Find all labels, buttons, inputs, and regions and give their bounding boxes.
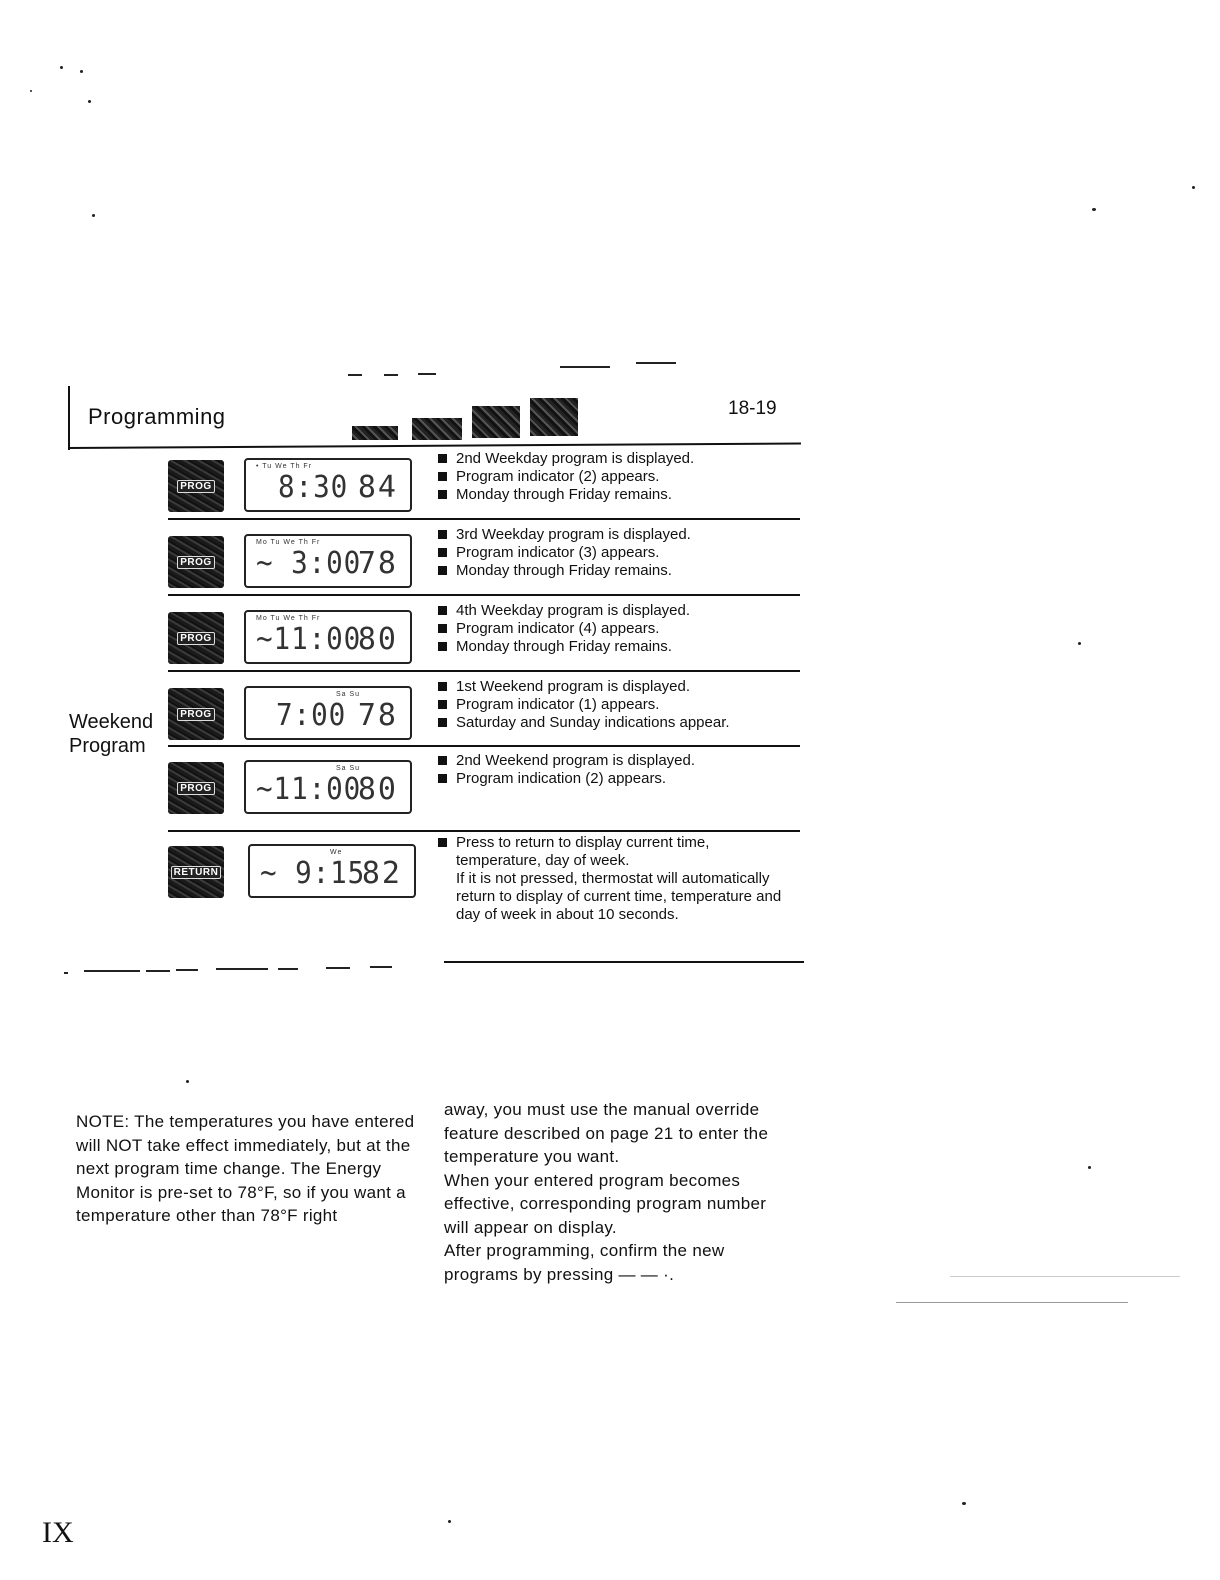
lcd-display [244,686,412,740]
scan-speck [92,214,95,217]
prog-button[interactable] [168,460,224,512]
scan-dash [370,966,392,968]
prog-button-label: PROG [177,556,214,569]
side-label-line-2: Program [69,735,146,757]
row-notes [438,834,798,924]
lcd-time: 7:00 [276,698,347,733]
row-notes [438,450,798,504]
scan-speck [962,1502,966,1505]
return-button-label: RETURN [171,866,222,879]
paragraph: away, you must use the manual override feature described on page 21 to enter the temperature you want. [444,1100,769,1166]
note-item [438,696,798,714]
prog-button[interactable] [168,762,224,814]
note-text: Monday through Friday remains. [456,562,672,579]
note-item [438,468,798,486]
prog-button-label: PROG [177,782,214,795]
row-divider [168,830,800,832]
lcd-time: ~ 3:00 [256,546,362,581]
note-item [438,450,798,468]
return-button[interactable] [168,846,224,898]
scan-speck [1088,1166,1091,1169]
page-number: IX [42,1516,74,1549]
lcd-day-indicators: Mo Tu We Th Fr [256,539,321,546]
lcd-day-indicators: We [330,849,343,856]
scan-speck [60,66,63,69]
scan-dash [278,968,298,970]
scan-dash [348,374,362,376]
program-row-2 [168,526,800,602]
note-text: Program indicator (3) appears. [456,544,660,561]
prog-button-label: PROG [177,480,214,493]
note-text: Program indicator (2) appears. [456,468,660,485]
header-tab-graphic [472,406,520,438]
body-column-2 [444,1098,794,1286]
bullet-icon [438,756,447,765]
header-tab-graphic [412,418,462,440]
program-row-5 [168,752,800,828]
paragraph: When your entered program becomes effective, corresponding program number will appear on display. [444,1170,767,1237]
note-item [438,638,798,656]
scan-dash [384,374,398,376]
scan-dash [418,373,436,375]
lcd-display [244,458,412,512]
row-divider [168,518,800,520]
program-row-3 [168,602,800,678]
paragraph: After programming, confirm the new programs by pressing — — ·. [444,1241,725,1284]
header-tab-graphic [530,398,578,436]
note-text: 2nd Weekend program is displayed. [456,752,696,769]
bullet-icon [438,548,447,557]
bullet-icon [438,566,447,575]
bullet-icon [438,472,447,481]
lcd-temperature: 78 [357,698,398,733]
note-text: 3rd Weekday program is displayed. [456,526,691,543]
note-item [438,834,798,870]
bullet-icon [438,624,447,633]
lcd-temperature: 78 [357,546,398,581]
scan-line [950,1276,1180,1277]
header-left-bar [68,386,70,450]
row-notes [438,678,798,732]
bullet-icon [438,490,447,499]
prog-button-label: PROG [177,632,214,645]
note-paragraph: NOTE: The temperatures you have entered will NOT take effect immediately, but at the next program time change. The Energy Monitor is pre-set to 78°F, so if you want a temperature other than 78°F right [76,1112,415,1225]
lcd-temperature: 80 [357,622,398,657]
note-item [438,486,798,504]
scan-speck [80,70,83,73]
note-text: Program indicator (1) appears. [456,696,660,713]
program-row-return [168,834,800,944]
side-label-line-1: Weekend [69,711,154,733]
bullet-icon [438,642,447,651]
bullet-icon [438,682,447,691]
note-item [438,678,798,696]
note-text: Monday through Friday remains. [456,486,672,503]
program-row-1 [168,450,800,526]
note-text: Saturday and Sunday indications appear. [456,714,730,731]
prog-button[interactable] [168,688,224,740]
weekend-program-label [69,710,153,758]
scan-speck [186,1080,189,1083]
lcd-temperature: 82 [361,856,402,891]
lcd-time: ~ 9:15 [260,856,366,891]
note-text: 4th Weekday program is displayed. [456,602,691,619]
section-title: Programming [88,404,226,429]
page-range: 18-19 [728,398,777,419]
scan-dash [84,970,140,972]
note-item [438,620,798,638]
lcd-day-indicators: • Tu We Th Fr [256,463,313,470]
scan-dash [146,970,170,972]
bullet-icon [438,700,447,709]
scan-speck [1192,186,1195,189]
scan-line [896,1302,1128,1303]
note-item [438,752,798,770]
note-text: If it is not pressed, thermostat will automatically return to display of current time, temperature and day of week in about 10 seconds. [456,870,782,923]
bullet-icon [438,718,447,727]
bullet-icon [438,454,447,463]
lcd-temperature: 80 [357,772,398,807]
header-tab-graphic [352,426,398,440]
scan-dash [560,366,610,368]
lcd-time: 8:30 [278,470,349,505]
scan-dash [216,968,268,970]
note-text: 1st Weekend program is displayed. [456,678,691,695]
prog-button[interactable] [168,612,224,664]
lcd-day-indicators: Mo Tu We Th Fr [256,615,321,622]
scan-speck [448,1520,451,1523]
program-row-4 [168,678,800,754]
note-item [438,770,798,788]
bullet-icon [438,838,447,847]
scan-dash [176,969,198,971]
row-notes [438,602,798,656]
scan-speck [1092,208,1096,211]
note-continuation [438,870,798,924]
bullet-icon [438,774,447,783]
row-divider [168,745,800,747]
note-text: Program indicator (4) appears. [456,620,660,637]
lcd-display [244,534,412,588]
lcd-time: ~11:00 [256,772,362,807]
row-notes [438,526,798,580]
scan-speck [88,100,91,103]
scan-speck [1078,642,1081,645]
note-item [438,544,798,562]
header-rule [68,443,801,449]
section-bottom-rule [444,961,804,963]
lcd-day-indicators: Sa Su [336,765,361,772]
lcd-display [248,844,416,898]
bullet-icon [438,530,447,539]
prog-button-label: PROG [177,708,214,721]
note-item [438,602,798,620]
prog-button[interactable] [168,536,224,588]
note-item [438,562,798,580]
note-item [438,526,798,544]
lcd-display [244,760,412,814]
lcd-day-indicators: Sa Su [336,691,361,698]
row-divider [168,670,800,672]
scan-speck [30,90,32,92]
scan-dash [64,972,68,974]
lcd-temperature: 84 [357,470,398,505]
note-item [438,714,798,732]
lcd-time: ~11:00 [256,622,362,657]
scan-dash [326,967,350,969]
lcd-display [244,610,412,664]
row-notes [438,752,798,788]
row-divider [168,594,800,596]
bullet-icon [438,606,447,615]
note-text: 2nd Weekday program is displayed. [456,450,695,467]
note-text: Press to return to display current time, temperature, day of week. [456,834,710,869]
note-text: Program indication (2) appears. [456,770,667,787]
note-text: Monday through Friday remains. [456,638,672,655]
scan-dash [636,362,676,364]
